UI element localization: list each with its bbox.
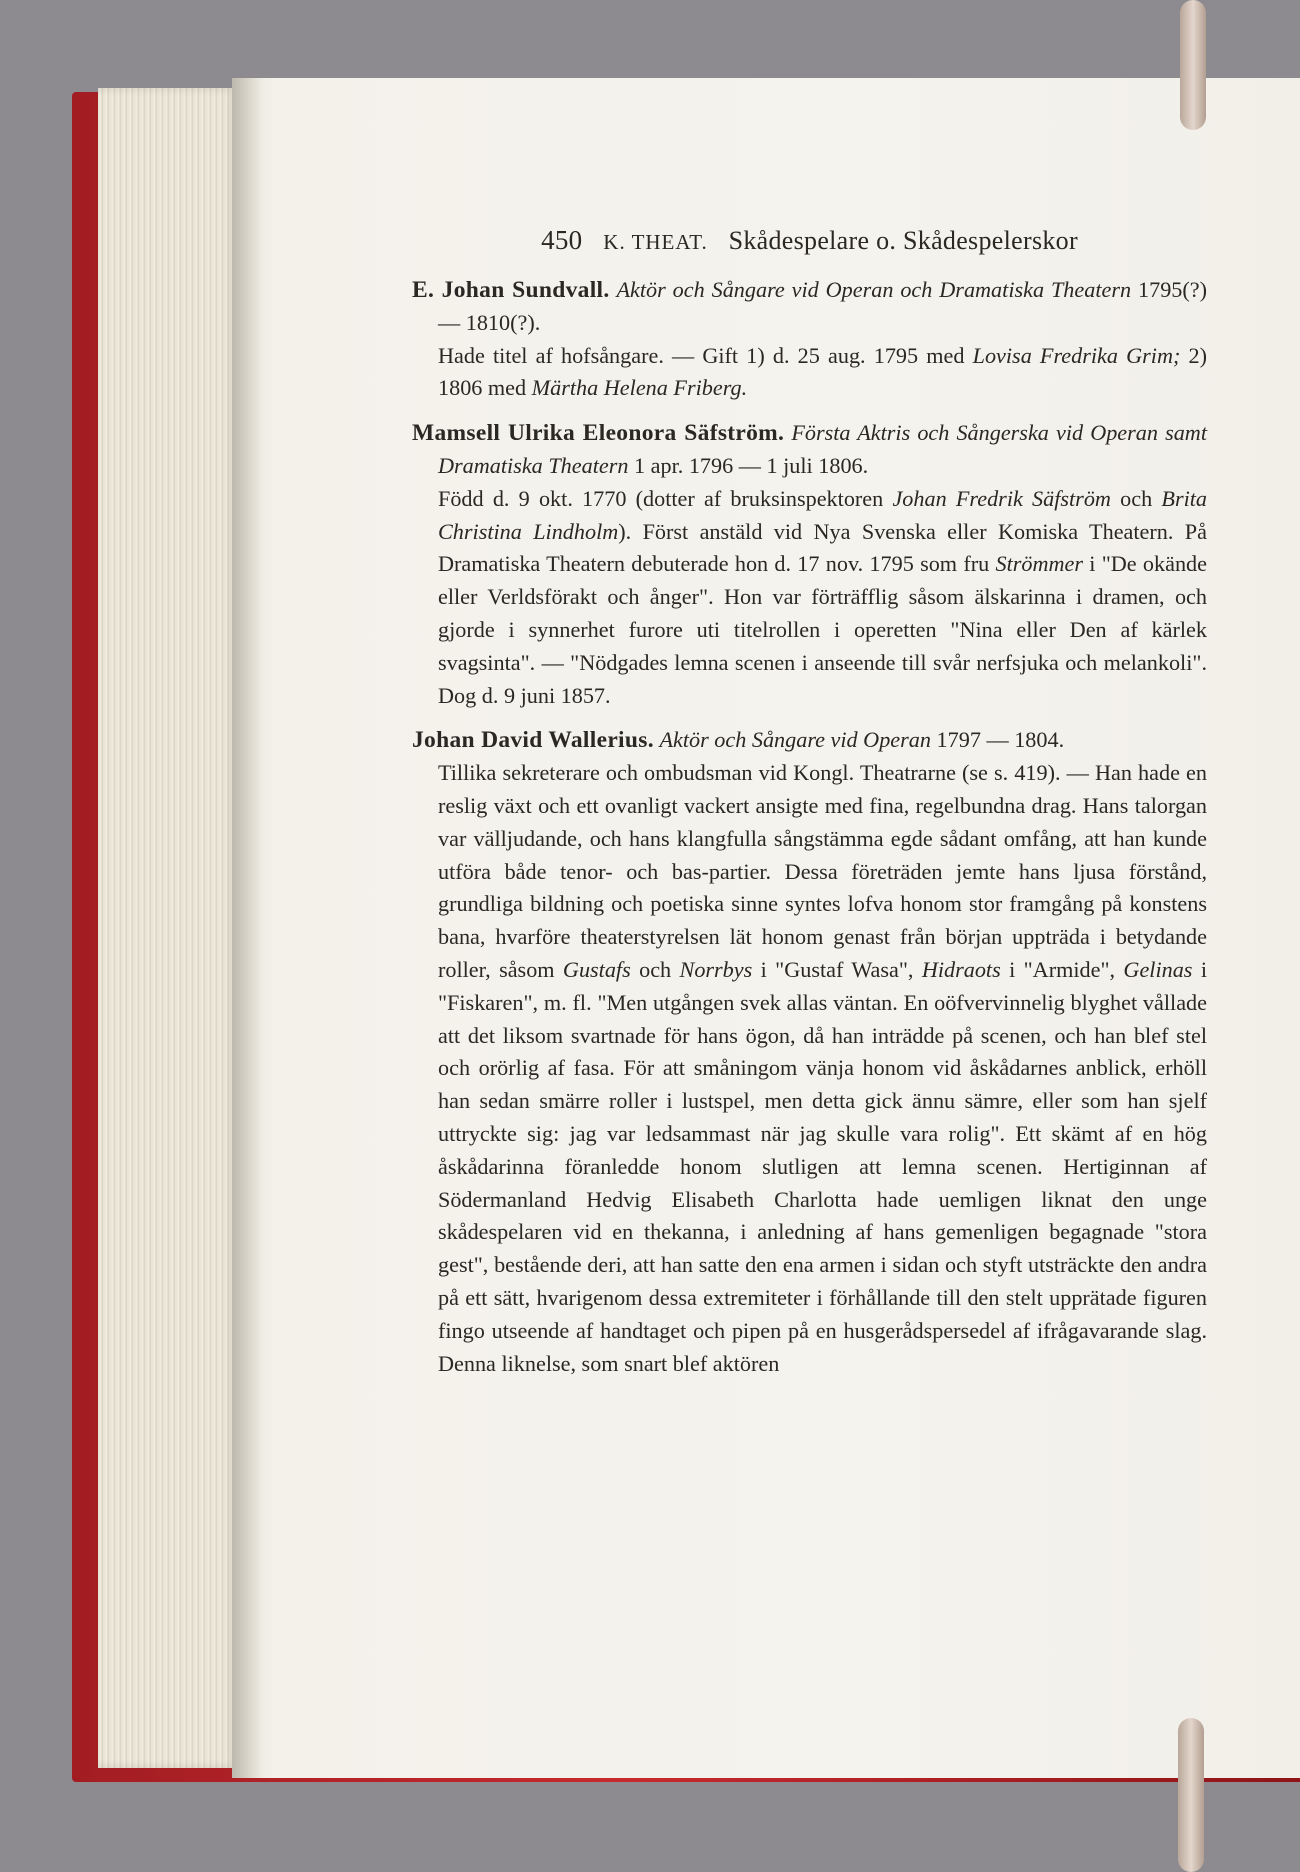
person-role: Aktör och Sångare vid Operan	[659, 727, 931, 753]
person-name: E. Johan Sundvall.	[412, 277, 610, 303]
body-text: Tillika sekreterare och ombudsman vid Kongl. Theatrarne (se s. 419). — Han hade en reslig växt och ett ovanligt vackert ansigte med fina, regelbundna drag. Hans talorgan var välljudande, och hans klangfulla sångstämma egde sådant omfång, att han kunde utföra både tenor- och bas-partier. Dessa företräden jemte hans ljusa förstånd, grundliga bildning och poetiska sinne syntes lofva honom stor framgång på konstens bana, hvarföre theaterstyrelsen lät honom genast från början uppträda i betydande roller, såsom	[438, 760, 1207, 982]
italic-text: Brita Christina Lindholm	[438, 485, 1208, 544]
page-edges	[98, 88, 238, 1768]
italic-text: Hidraots	[921, 956, 1001, 982]
bookmark-ribbon-top	[1180, 0, 1206, 130]
entry-heading	[412, 417, 1207, 483]
italic-text: Norrbys	[679, 956, 753, 982]
body-text: i "Gustaf Wasa",	[752, 956, 922, 982]
entry-heading	[412, 274, 1207, 340]
body-text: Hade titel af hofsångare. — Gift 1) d. 25 aug. 1795 med	[438, 342, 973, 368]
person-role: Första Aktris och Sångerska vid Operan samt Dramatiska Theatern	[438, 420, 1207, 478]
page-content	[412, 220, 1207, 1380]
entry-body	[412, 483, 1207, 713]
body-text: i "Armide",	[1000, 956, 1124, 982]
section-abbreviation: K. THEAT.	[603, 230, 708, 254]
biography-entry	[412, 417, 1207, 712]
body-text: ). Först anstäld vid Nya Svenska eller Komiska Theatern. På Dramatiska Theatern debuterade hon d. 17 nov. 1795 som fru	[438, 518, 1207, 577]
bookmark-ribbon-bottom	[1178, 1718, 1204, 1872]
italic-text: Märtha Helena Friberg.	[531, 375, 748, 401]
body-text: Född d. 9 okt. 1770 (dotter af bruksinspektoren	[438, 485, 893, 511]
italic-text: Lovisa Fredrika Grim;	[972, 342, 1181, 368]
page-number: 450	[541, 225, 583, 255]
body-text: i "Fiskaren", m. fl. "Men utgången svek allas väntan. En oöfvervinnelig blyghet vållade att det liksom svartnade för hans ögon, då han inträdde på scenen, och han blef stel och orörlig af fasa. För att småningom vänja honom vid åskådarnes anblick, erhöll han sedan smärre roller i lustspel, men detta gick ännu sämre, eller som han sjelf uttryckte sig: jag var ledsammast när jag skulle vara rolig". Ett skämt af en hög åskådarinna föranledde honom slutligen att lemna scenen. Hertiginnan af Södermanland Hedvig Elisabeth Charlotta hade uemligen liknat den unge skådespelaren vid en thekanna, i anledning af hans gemenligen begagnade "stora gest", bestående deri, att han satte den ena armen i sidan och styft utsträckte den andra på ett sätt, hvarigenom dessa extremiteter i förhållande till den stelt upprätade figuren fingo utseende af handtaget och pipen på en husgerådspersedel af ifrågavarande slag. Denna liknelse, som snart blef aktören	[438, 956, 1207, 1376]
person-name: Johan David Wallerius.	[412, 727, 654, 754]
engagement-dates: 1 apr. 1796 — 1 juli 1806.	[633, 452, 869, 478]
gutter-shadow	[232, 78, 262, 1778]
body-text: 2) 1806 med	[438, 342, 1207, 401]
running-title: Skådespelare o. Skådespelerskor	[728, 226, 1078, 255]
biography-entry	[412, 724, 1207, 1380]
italic-text: Strömmer	[995, 551, 1083, 577]
biography-entry	[412, 274, 1207, 405]
italic-text: Gelinas	[1123, 956, 1193, 982]
engagement-dates: 1795(?) — 1810(?).	[438, 277, 1208, 335]
body-text: och	[630, 956, 680, 982]
entry-body	[412, 757, 1207, 1380]
entry-body	[412, 340, 1207, 406]
person-role: Aktör och Sångare vid Operan och Dramatiska Theatern	[616, 277, 1132, 302]
running-header	[412, 220, 1207, 262]
body-text: i "De okände eller Verldsförakt och ånger". Hon var förträfflig såsom älskarinna i dramen, och gjorde i synnerhet furore uti titelrollen i operetten "Nina eller Den af kärlek svagsinta". — "Nödgades lemna scenen i anseende till svår nerfsjuka och melankoli". Dog d. 9 juni 1857.	[438, 551, 1207, 708]
person-name: Mamsell Ulrika Eleonora Säfström.	[412, 420, 785, 447]
italic-text: Johan Fredrik Säfström	[892, 485, 1111, 511]
entry-heading	[412, 724, 1207, 757]
engagement-dates: 1797 — 1804.	[936, 727, 1065, 753]
italic-text: Gustafs	[562, 956, 631, 982]
body-text: och	[1110, 485, 1162, 511]
